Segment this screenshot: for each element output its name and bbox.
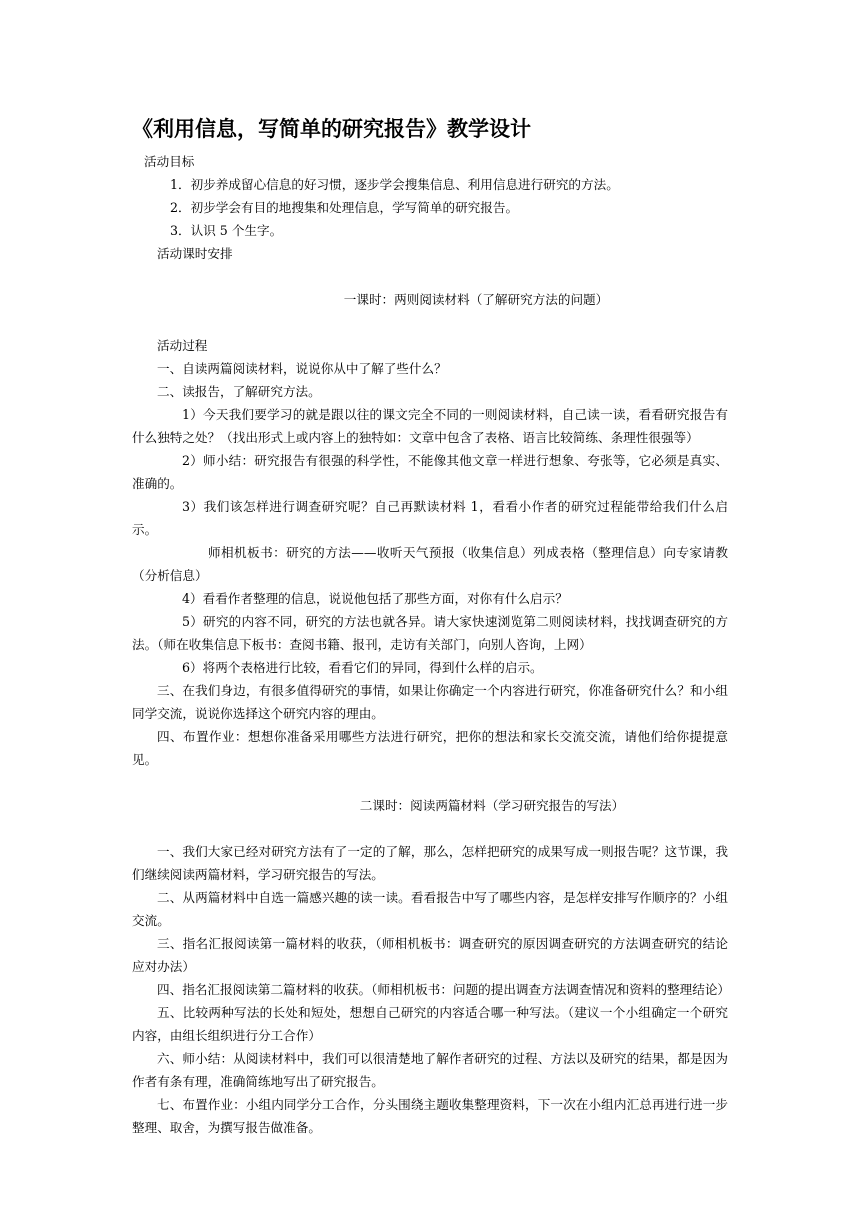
objective-item: 3．认识 5 个生字。 [170, 223, 283, 238]
objective-item: 1．初步养成留心信息的好习惯，逐步学会搜集信息、利用信息进行研究的方法。 [170, 177, 619, 192]
lesson1-paragraph: 师相机板书：研究的方法——收听天气预报（收集信息）列成表格（整理信息）向专家请教（分析信息） [132, 545, 728, 583]
lesson2-paragraph: 一、我们大家已经对研究方法有了一定的了解，那么，怎样把研究的成果写成一则报告呢？这节课，我们继续阅读两篇材料，学习研究报告的写法。 [132, 844, 728, 882]
process-heading: 活动过程 [157, 338, 208, 353]
lesson1-paragraph: 5）研究的内容不同，研究的方法也就各异。请大家快速浏览第二则阅读材料，找找调查研究的方法。（师在收集信息下板书：查阅书籍、报刊，走访有关部门，向别人咨询，上网） [132, 614, 728, 652]
lesson1-paragraph: 二、读报告，了解研究方法。 [157, 384, 321, 399]
lesson1-paragraph: 一、自读两篇阅读材料，说说你从中了解了些什么？ [157, 361, 447, 376]
document-title: 《利用信息，写简单的研究报告》教学设计 [132, 117, 531, 141]
lesson2-paragraph: 七、布置作业：小组内同学分工合作，分头围绕主题收集整理资料，下一次在小组内汇总再进行进一步整理、取舍，为撰写报告做准备。 [132, 1097, 728, 1135]
lesson2-heading: 二课时：阅读两篇材料（学习研究报告的写法） [359, 798, 625, 813]
lesson1-paragraph: 1）今天我们要学习的就是跟以往的课文完全不同的一则阅读材料，自己读一读，看看研究报告有什么独特之处？（找出形式上或内容上的独特如：文章中包含了表格、语言比较简练、条理性很强等） [132, 407, 728, 445]
document-body [132, 150, 731, 1139]
lesson1-paragraph: 四、布置作业：想想你准备采用哪些方法进行研究，把你的想法和家长交流交流，请他们给你提提意见。 [132, 729, 728, 767]
lesson2-paragraph: 二、从两篇材料中自选一篇感兴趣的读一读。看看报告中写了哪些内容，是怎样安排写作顺序的？小组交流。 [132, 890, 728, 928]
lesson1-paragraph: 4）看看作者整理的信息，说说他包括了那些方面，对你有什么启示？ [182, 591, 568, 606]
lesson1-paragraph: 2）师小结：研究报告有很强的科学性，不能像其他文章一样进行想象、夸张等，它必须是真实、准确的。 [132, 453, 728, 491]
objectives-heading: 活动目标 [144, 154, 195, 169]
lesson1-heading: 一课时：两则阅读材料（了解研究方法的问题） [343, 292, 609, 307]
lesson2-paragraph: 四、指名汇报阅读第二篇材料的收获。（师相机板书：问题的提出调查方法调查情况和资料的整理结论） [157, 982, 731, 997]
lesson1-paragraph: 6）将两个表格进行比较，看看它们的异同，得到什么样的启示。 [182, 660, 543, 675]
objective-item: 2．初步学会有目的地搜集和处理信息，学写简单的研究报告。 [170, 200, 519, 215]
lesson1-paragraph: 3）我们该怎样进行调查研究呢？自己再默读材料 1，看看小作者的研究过程能带给我们什么启示。 [132, 499, 728, 537]
lesson2-paragraph: 六、师小结：从阅读材料中，我们可以很清楚地了解作者研究的过程、方法以及研究的结果，都是因为作者有条有理，准确简练地写出了研究报告。 [132, 1051, 728, 1089]
lesson1-paragraph: 三、在我们身边，有很多值得研究的事情，如果让你确定一个内容进行研究，你准备研究什么？和小组同学交流，说说你选择这个研究内容的理由。 [132, 683, 728, 721]
schedule-heading: 活动课时安排 [157, 246, 233, 261]
lesson2-paragraph: 五、比较两种写法的长处和短处，想想自己研究的内容适合哪一种写法。（建议一个小组确定一个研究内容，由组长组织进行分工合作） [132, 1005, 728, 1043]
lesson2-paragraph: 三、指名汇报阅读第一篇材料的收获，（师相机板书：调查研究的原因调查研究的方法调查研究的结论应对办法） [132, 936, 728, 974]
